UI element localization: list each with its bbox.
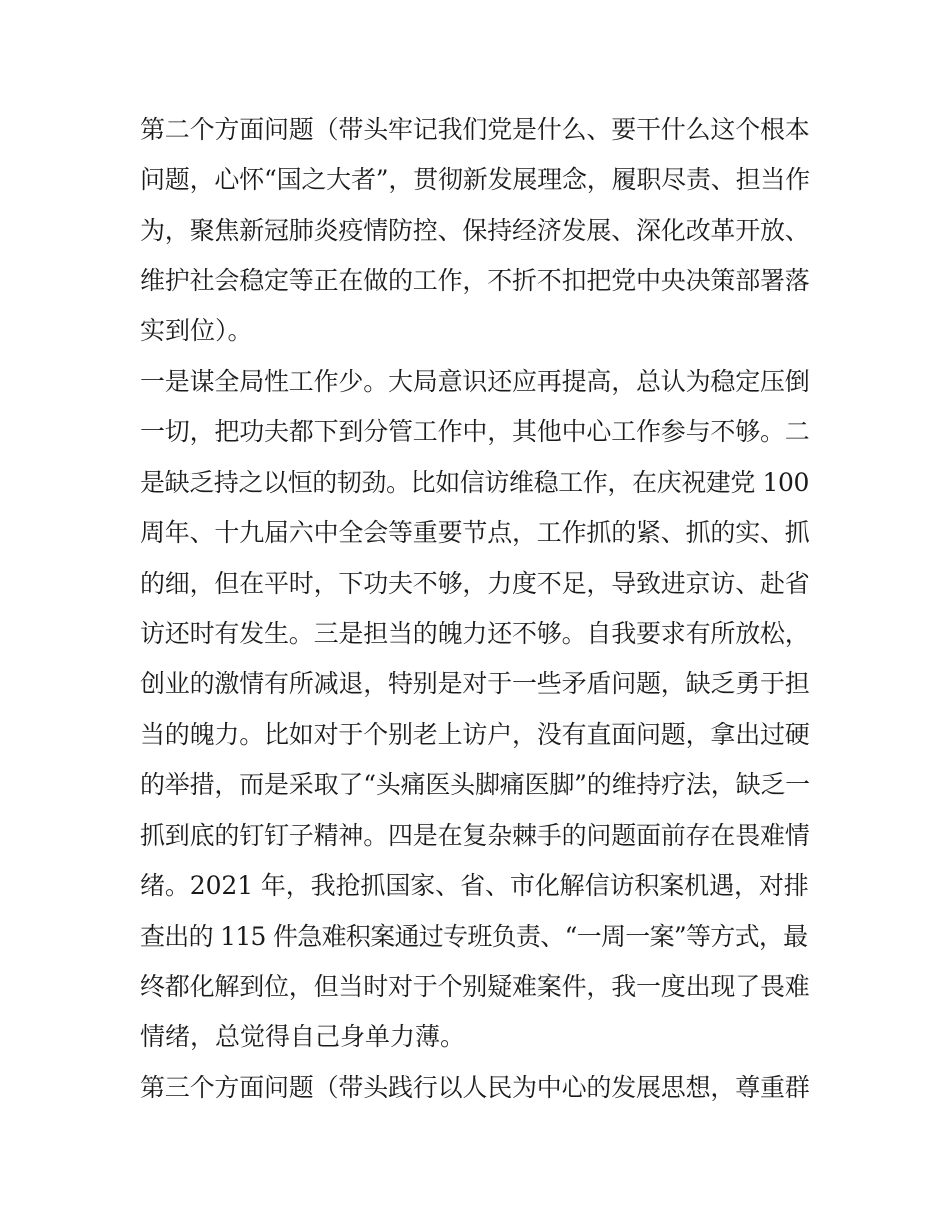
text-line: 的细，但在平时，下功夫不够，力度不足，导致进京访、赴省: [140, 569, 810, 598]
text-line: 情绪，总觉得自己身单力薄。: [140, 1022, 466, 1051]
text-line: 抓到底的钉钉子精神。四是在复杂棘手的问题面前存在畏难情: [140, 821, 810, 850]
text-line: 的举措，而是采取了“头痛医头脚痛医脚”的维持疗法，缺乏一: [140, 770, 810, 799]
text-line: 周年、十九届六中全会等重要节点，工作抓的紧、抓的实、抓: [140, 518, 810, 547]
text-line: 查出的 115 件急难积案通过专班负责、“一周一案”等方式，最: [140, 922, 808, 951]
text-line: 实到位）。: [140, 316, 253, 345]
text-line: 创业的激情有所减退，特别是对于一些矛盾问题，缺乏勇于担: [140, 669, 810, 698]
text-line: 第二个方面问题（带头牢记我们党是什么、要干什么这个根本: [140, 115, 810, 144]
text-line: 一是谋全局性工作少。大局意识还应再提高，总认为稳定压倒: [140, 367, 810, 396]
text-line: 访还时有发生。三是担当的魄力还不够。自我要求有所放松，: [140, 619, 810, 648]
text-line: 绪。2021 年，我抢抓国家、省、市化解信访积案机遇，对排: [140, 871, 809, 900]
text-line: 一切，把功夫都下到分管工作中，其他中心工作参与不够。二: [140, 417, 810, 446]
text-line: 是缺乏持之以恒的韧劲。比如信访维稳工作，在庆祝建党 100: [140, 468, 810, 497]
text-line: 维护社会稳定等正在做的工作，不折不扣把党中央决策部署落: [140, 266, 810, 295]
text-line: 终都化解到位，但当时对于个别疑难案件，我一度出现了畏难: [140, 972, 810, 1001]
text-line: 第三个方面问题（带头践行以人民为中心的发展思想，尊重群: [140, 1073, 810, 1102]
text-line: 当的魄力。比如对于个别老上访户，没有直面问题，拿出过硬: [140, 720, 810, 749]
text-line: 问题，心怀“国之大者”，贯彻新发展理念，履职尽责、担当作: [140, 165, 810, 194]
text-line: 为，聚焦新冠肺炎疫情防控、保持经济发展、深化改革开放、: [140, 216, 810, 245]
